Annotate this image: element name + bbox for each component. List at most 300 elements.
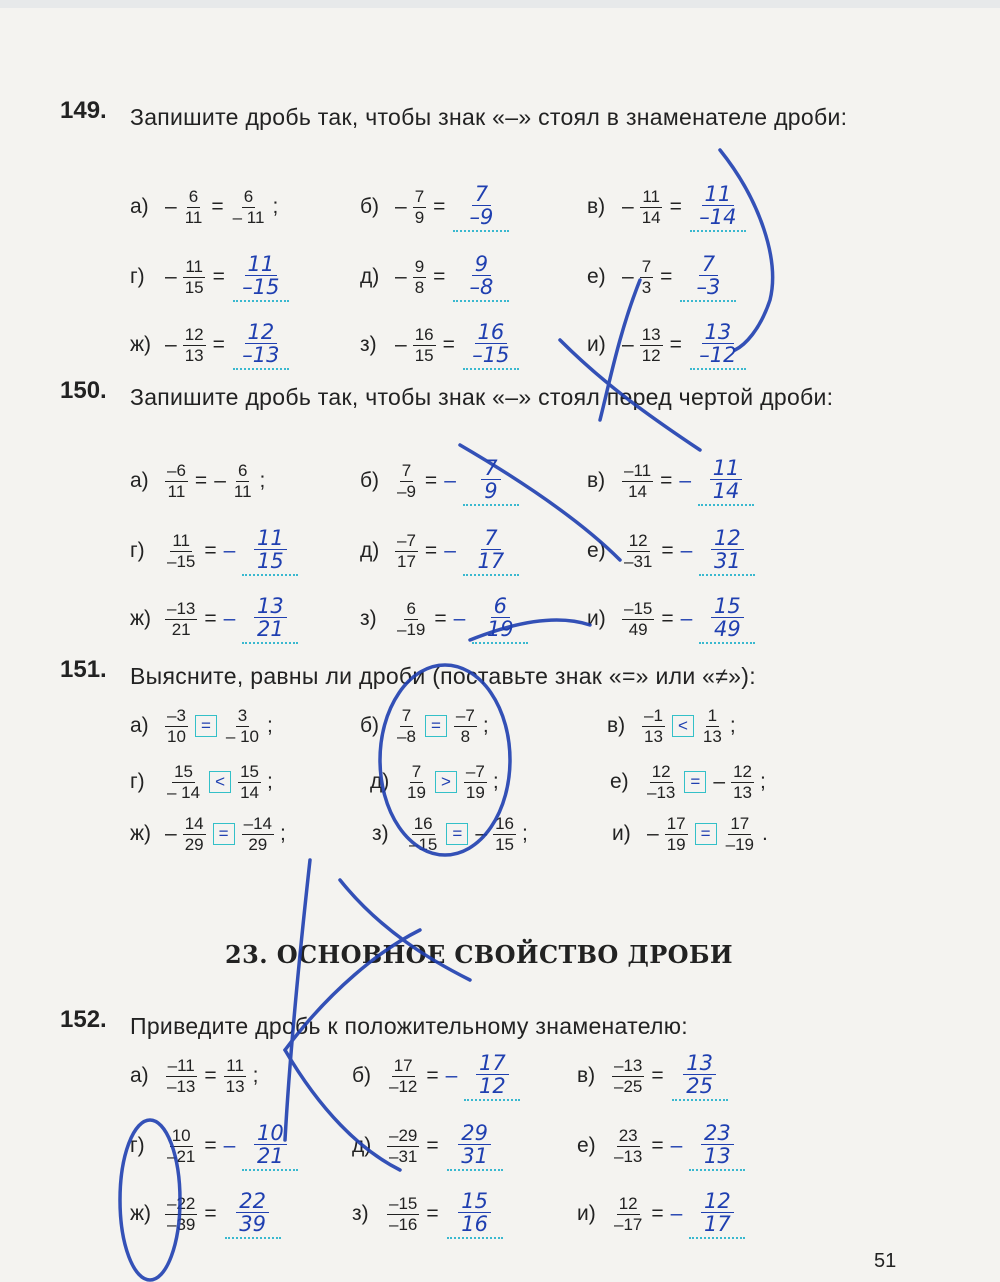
right-fraction (454, 706, 477, 747)
exercise-item (577, 1184, 745, 1244)
equals-sign: = (204, 1064, 217, 1087)
equals-sign: = (211, 195, 224, 218)
numerator: 7 (401, 460, 412, 480)
equals-sign: = (426, 1202, 439, 1225)
fraction (612, 1194, 644, 1235)
answer-numerator: 13 (254, 595, 287, 618)
numerator: 11 (226, 1055, 244, 1075)
punctuation: ; (492, 770, 499, 793)
result-fraction (232, 461, 254, 502)
handwritten-minus: – (444, 539, 456, 562)
equals-sign: = (212, 265, 225, 288)
numerator: 13 (641, 324, 661, 344)
item-label: б) (360, 714, 380, 737)
numerator: 6 (406, 598, 416, 618)
comparison-box[interactable]: < (672, 715, 694, 737)
equals-sign: = (433, 265, 446, 288)
answer-numerator: 7 (699, 253, 718, 276)
answer-denominator: 17 (703, 1211, 731, 1236)
item-label: г) (130, 539, 145, 562)
item-label: е) (610, 770, 629, 793)
handwritten-answer[interactable] (242, 527, 298, 576)
denominator: 19 (465, 782, 485, 802)
minus-sign: – (475, 822, 488, 845)
denominator: 15 (184, 277, 204, 297)
answer-numerator: 12 (245, 321, 278, 344)
denominator: 17 (397, 551, 416, 571)
equals-sign: = (426, 1134, 439, 1157)
handwritten-answer[interactable] (463, 527, 519, 576)
answer-numerator: 11 (245, 253, 278, 276)
fraction (165, 599, 197, 640)
fraction (413, 257, 426, 298)
fraction (640, 187, 663, 228)
handwritten-answer[interactable] (242, 1122, 298, 1171)
exercise-item (587, 315, 746, 375)
minus-sign: – (713, 770, 726, 793)
answer-numerator: 11 (254, 527, 287, 550)
answer-denominator: 31 (461, 1143, 488, 1168)
numerator: –7 (465, 761, 485, 781)
minus-sign: – (165, 822, 177, 845)
exercise-item (130, 804, 286, 864)
handwritten-answer[interactable] (698, 457, 754, 506)
answer-numerator: 10 (254, 1122, 287, 1145)
exercise-item (360, 177, 509, 237)
exercise-item (370, 752, 499, 812)
denominator: 13 (702, 726, 722, 746)
handwritten-minus: – (445, 1064, 458, 1087)
exercise-item (352, 1184, 503, 1244)
answer-numerator: 9 (472, 253, 491, 276)
minus-sign: – (395, 265, 407, 288)
minus-sign: – (647, 822, 659, 845)
left-fraction (405, 762, 428, 803)
answer-denominator: 13 (703, 1143, 731, 1168)
numerator: 11 (642, 186, 660, 206)
fraction (183, 257, 206, 298)
handwritten-minus: – (223, 539, 236, 562)
punctuation: ; (267, 714, 273, 737)
handwritten-answer[interactable] (680, 253, 736, 302)
comparison-box[interactable]: = (195, 715, 217, 737)
numerator: –22 (167, 1193, 196, 1213)
comparison-box[interactable]: > (435, 771, 457, 793)
item-label: в) (587, 469, 606, 492)
fraction (395, 599, 427, 640)
minus-sign: – (395, 195, 407, 218)
exercise-item (360, 696, 489, 756)
handwritten-answer[interactable] (689, 1122, 745, 1171)
answer-denominator: 15 (256, 548, 284, 573)
answer-numerator: 15 (458, 1190, 491, 1213)
fraction (165, 461, 188, 502)
denominator: 11 (233, 481, 252, 501)
answer-denominator: –14 (699, 204, 737, 229)
numerator: 6 (243, 186, 254, 206)
item-label: г) (130, 770, 145, 793)
equals-sign: = (212, 333, 225, 356)
comparison-box[interactable]: = (446, 823, 468, 845)
fraction (395, 531, 418, 572)
numerator: –11 (167, 1055, 195, 1075)
denominator: 15 (414, 345, 434, 365)
fraction (387, 1056, 419, 1097)
denominator: 13 (733, 782, 752, 802)
denominator: 29 (248, 834, 268, 854)
handwritten-answer[interactable] (453, 183, 509, 232)
handwritten-minus: – (670, 1202, 683, 1225)
exercise-item (360, 521, 519, 581)
answer-denominator: 19 (486, 616, 514, 641)
minus-sign: – (395, 333, 407, 356)
exercise-item (610, 752, 766, 812)
exercise-item (587, 247, 736, 307)
item-label: б) (360, 469, 380, 492)
numerator: 12 (618, 1193, 638, 1213)
punctuation: ; (252, 1064, 259, 1087)
denominator: –25 (614, 1076, 643, 1096)
answer-denominator: –13 (242, 342, 280, 367)
right-fraction (731, 762, 754, 803)
fraction (387, 1126, 419, 1167)
answer-numerator: 11 (710, 457, 743, 480)
denominator: 49 (628, 619, 648, 639)
denominator: 10 (167, 726, 186, 746)
denominator: – 10 (225, 726, 260, 746)
comparison-box[interactable]: = (684, 771, 706, 793)
exercise-item (587, 177, 746, 237)
denominator: –13 (614, 1146, 643, 1166)
numerator: 11 (172, 530, 191, 550)
answer-numerator: 7 (481, 457, 500, 480)
exercise-item (352, 1116, 503, 1176)
exercise-item (130, 247, 289, 307)
exercise-item (130, 589, 298, 649)
task-number: 150. (60, 377, 107, 404)
numerator: 16 (414, 324, 434, 344)
handwritten-answer[interactable] (464, 1052, 520, 1101)
right-fraction (238, 762, 261, 803)
task-150 (60, 377, 920, 662)
answer-denominator: –12 (699, 342, 737, 367)
result-fraction (224, 1056, 247, 1097)
top-edge (0, 0, 1000, 8)
minus-sign: – (165, 333, 177, 356)
numerator: 15 (240, 761, 260, 781)
left-fraction (645, 762, 677, 803)
denominator: 11 (184, 207, 203, 227)
handwritten-answer[interactable] (447, 1122, 503, 1171)
fraction (165, 1126, 197, 1167)
answer-numerator: 22 (236, 1190, 269, 1213)
handwritten-minus: – (453, 607, 466, 630)
item-label: е) (587, 265, 606, 288)
denominator: 13 (225, 1076, 245, 1096)
item-label: з) (360, 607, 377, 630)
numerator: 7 (414, 186, 425, 206)
item-label: д) (370, 770, 390, 793)
right-fraction (224, 706, 261, 747)
punctuation: ; (729, 714, 736, 737)
item-label: з) (360, 333, 377, 356)
handwritten-answer[interactable] (225, 1190, 281, 1239)
item-label: г) (130, 1134, 145, 1157)
right-fraction (464, 762, 487, 803)
item-label: д) (360, 539, 380, 562)
answer-denominator: –15 (472, 342, 510, 367)
answer-denominator: 12 (478, 1073, 506, 1098)
fraction (413, 187, 426, 228)
numerator: 12 (628, 530, 648, 550)
item-label: з) (352, 1202, 369, 1225)
item-label: ж) (130, 1202, 152, 1225)
handwritten-answer[interactable] (672, 1052, 728, 1101)
handwritten-answer[interactable] (233, 253, 289, 302)
item-label: д) (360, 265, 380, 288)
section-title: 23. ОСНОВНОЕ СВОЙСТВО ДРОБИ (225, 940, 733, 969)
item-label: и) (587, 607, 606, 630)
equals-sign: = (651, 1202, 664, 1225)
item-label: з) (372, 822, 389, 845)
item-label: в) (587, 195, 606, 218)
numerator: 15 (174, 761, 193, 781)
denominator: –12 (389, 1076, 418, 1096)
numerator: –29 (389, 1125, 418, 1145)
equals-sign: = (442, 333, 455, 356)
task-number: 149. (60, 97, 107, 124)
handwritten-answer[interactable] (447, 1190, 503, 1239)
fraction (640, 257, 653, 298)
denominator: –19 (397, 619, 426, 639)
item-label: а) (130, 714, 149, 737)
equals-sign: = (194, 469, 208, 492)
numerator: 1 (707, 705, 718, 725)
numerator: –11 (624, 460, 652, 480)
comparison-box[interactable]: = (213, 823, 235, 845)
left-fraction (642, 706, 665, 747)
exercise-item (130, 177, 278, 237)
comparison-box[interactable]: < (209, 771, 231, 793)
minus-sign: – (214, 469, 226, 492)
page-number: 51 (874, 1250, 897, 1272)
equals-sign: = (661, 607, 674, 630)
equals-sign: = (204, 1134, 217, 1157)
denominator: –19 (725, 834, 754, 854)
left-fraction (395, 706, 418, 747)
fraction (165, 1194, 197, 1235)
answer-denominator: 9 (484, 478, 498, 503)
numerator: –14 (243, 813, 272, 833)
equals-sign: = (434, 607, 447, 630)
fraction (622, 461, 653, 502)
numerator: 7 (641, 256, 652, 276)
handwritten-minus: – (680, 539, 693, 562)
item-label: е) (587, 539, 606, 562)
minus-sign: – (622, 265, 634, 288)
answer-numerator: 23 (701, 1122, 734, 1145)
comparison-box[interactable]: = (425, 715, 447, 737)
task-152 (60, 1006, 920, 1246)
numerator: –1 (644, 705, 663, 725)
denominator: – 14 (167, 782, 201, 802)
numerator: 17 (666, 813, 686, 833)
denominator: –21 (167, 1146, 196, 1166)
exercise-item (577, 1116, 745, 1176)
denominator: 8 (414, 277, 425, 297)
exercise-item (607, 696, 736, 756)
task-statement: Приведите дробь к положительному знаменателю: (130, 1013, 688, 1039)
denominator: –31 (624, 551, 653, 571)
denominator: 13 (184, 345, 204, 365)
numerator: –15 (624, 598, 653, 618)
handwritten-answer[interactable] (242, 595, 298, 644)
numerator: –15 (389, 1193, 418, 1213)
exercise-item (587, 589, 755, 649)
answer-denominator: 39 (239, 1211, 266, 1236)
numerator: 17 (730, 813, 750, 833)
exercise-item (360, 247, 509, 307)
answer-denominator: –3 (696, 274, 721, 299)
answer-numerator: 7 (472, 183, 491, 206)
equals-sign: = (651, 1064, 664, 1087)
fraction (413, 325, 436, 366)
numerator: 11 (185, 256, 203, 276)
numerator: –6 (167, 460, 186, 480)
numerator: 6 (188, 186, 199, 206)
left-fraction (183, 814, 206, 855)
handwritten-answer[interactable] (699, 595, 755, 644)
exercise-item (130, 696, 273, 756)
numerator: –3 (167, 705, 186, 725)
item-label: г) (130, 265, 145, 288)
numerator: 9 (414, 256, 425, 276)
exercise-item (587, 521, 755, 581)
denominator: –9 (397, 481, 416, 501)
left-fraction (665, 814, 688, 855)
exercise-item (130, 1184, 281, 1244)
denominator: 14 (240, 782, 260, 802)
handwritten-answer[interactable] (699, 527, 755, 576)
denominator: 21 (171, 619, 191, 639)
equals-sign: = (426, 1064, 439, 1087)
denominator: 11 (167, 481, 186, 501)
numerator: 7 (401, 705, 412, 725)
fraction (165, 1056, 197, 1097)
equals-sign: = (424, 469, 438, 492)
denominator: –8 (397, 726, 416, 746)
answer-numerator: 6 (491, 595, 510, 618)
numerator: 12 (184, 324, 204, 344)
fraction (387, 1194, 419, 1235)
punctuation: ; (279, 822, 286, 845)
denominator: –39 (167, 1214, 196, 1234)
denominator: –15 (167, 551, 196, 571)
handwritten-minus: – (679, 469, 692, 492)
denominator: 13 (644, 726, 663, 746)
task-149 (60, 97, 920, 382)
denominator: 19 (666, 834, 686, 854)
answer-numerator: 15 (711, 595, 744, 618)
punctuation: ; (521, 822, 528, 845)
denominator: –17 (614, 1214, 643, 1234)
answer-numerator: 12 (701, 1190, 734, 1213)
fraction (165, 531, 197, 572)
right-fraction (724, 814, 756, 855)
numerator: –13 (614, 1055, 643, 1075)
fraction (612, 1126, 644, 1167)
task-number: 152. (60, 1006, 107, 1033)
numerator: 16 (495, 813, 514, 833)
denominator: –13 (647, 782, 676, 802)
answer-denominator: 21 (256, 1143, 284, 1168)
equals-sign: = (204, 1202, 217, 1225)
fraction (395, 461, 418, 502)
minus-sign: – (622, 195, 634, 218)
handwritten-answer[interactable] (453, 253, 509, 302)
punctuation: ; (482, 714, 489, 737)
task-number: 151. (60, 656, 107, 683)
answer-denominator: 14 (712, 478, 740, 503)
handwritten-answer[interactable] (690, 183, 746, 232)
right-fraction (242, 814, 274, 855)
equals-sign: = (660, 469, 673, 492)
handwritten-answer[interactable] (233, 321, 289, 370)
answer-denominator: –9 (469, 204, 494, 229)
result-fraction (231, 187, 267, 228)
exercise-item (130, 451, 265, 511)
denominator: – 11 (232, 207, 265, 227)
denominator: –15 (409, 834, 438, 854)
comparison-box[interactable]: = (695, 823, 717, 845)
answer-numerator: 17 (476, 1052, 509, 1075)
handwritten-answer[interactable] (463, 457, 519, 506)
numerator: 23 (618, 1125, 638, 1145)
answer-denominator: 17 (477, 548, 505, 573)
item-label: ж) (130, 333, 152, 356)
handwritten-minus: – (680, 607, 693, 630)
denominator: –16 (389, 1214, 418, 1234)
minus-sign: – (622, 333, 634, 356)
equals-sign: = (651, 1134, 664, 1157)
numerator: –13 (167, 598, 196, 618)
exercise-item (352, 1046, 520, 1106)
numerator: 6 (237, 460, 248, 480)
equals-sign: = (669, 333, 682, 356)
exercise-item (612, 804, 768, 864)
left-fraction (165, 762, 202, 803)
item-label: б) (360, 195, 380, 218)
denominator: 12 (641, 345, 661, 365)
handwritten-answer[interactable] (690, 321, 746, 370)
item-label: а) (130, 195, 149, 218)
right-fraction (493, 814, 516, 855)
handwritten-answer[interactable] (472, 595, 528, 644)
punctuation: ; (259, 469, 266, 492)
handwritten-answer[interactable] (689, 1190, 745, 1239)
equals-sign: = (424, 539, 438, 562)
answer-denominator: –8 (469, 274, 494, 299)
fraction (622, 599, 654, 640)
item-label: в) (577, 1064, 596, 1087)
handwritten-answer[interactable] (463, 321, 519, 370)
task-statement: Выясните, равны ли дроби (поставьте знак «=» или «≠»): (130, 663, 756, 689)
answer-numerator: 11 (702, 183, 735, 206)
denominator: –31 (389, 1146, 418, 1166)
denominator: 15 (495, 834, 514, 854)
denominator: 19 (407, 782, 426, 802)
numerator: 10 (171, 1125, 191, 1145)
